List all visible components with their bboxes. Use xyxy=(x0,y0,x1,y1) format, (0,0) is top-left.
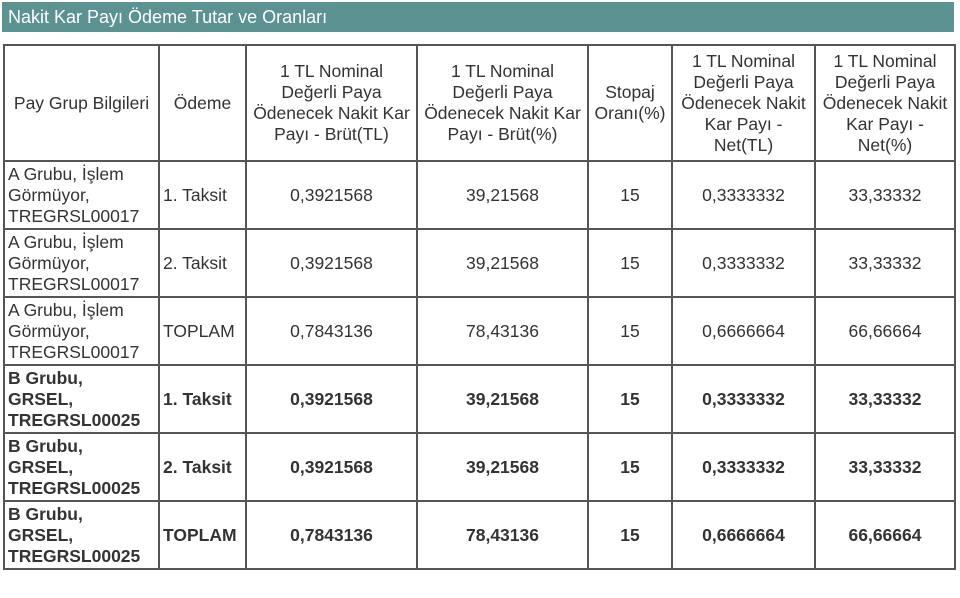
header-gross-pct: 1 TL Nominal Değerli Paya Ödenecek Nakit Kar Payı - Brüt(%) xyxy=(417,45,588,161)
group-cell xyxy=(4,501,159,569)
group-line: TREGRSL00025 xyxy=(8,477,141,498)
net-pct-cell: 66,66664 xyxy=(815,501,955,569)
net-pct-cell: 33,33332 xyxy=(815,433,955,501)
header-net-pct: 1 TL Nominal Değerli Paya Ödenecek Nakit Kar Payı - Net(%) xyxy=(815,45,955,161)
group-line: GRSEL, xyxy=(8,388,74,409)
table-row xyxy=(4,297,955,365)
group-line: A Grubu, İşlem xyxy=(8,163,124,184)
net-pct-cell: 33,33332 xyxy=(815,365,955,433)
withholding-cell: 15 xyxy=(588,229,672,297)
group-cell xyxy=(4,297,159,365)
gross-tl-cell: 0,3921568 xyxy=(246,161,417,229)
group-line: GRSEL, xyxy=(8,456,74,477)
net-pct-cell: 33,33332 xyxy=(815,161,955,229)
table-header-row xyxy=(4,45,955,161)
net-tl-cell: 0,6666664 xyxy=(672,297,815,365)
net-tl-cell: 0,3333332 xyxy=(672,365,815,433)
payment-cell: 1. Taksit xyxy=(159,161,246,229)
net-tl-cell: 0,3333332 xyxy=(672,229,815,297)
gross-pct-cell: 39,21568 xyxy=(417,161,588,229)
table-row xyxy=(4,501,955,569)
section-title: Nakit Kar Payı Ödeme Tutar ve Oranları xyxy=(2,2,954,32)
header-payment: Ödeme xyxy=(159,45,246,161)
group-line: A Grubu, İşlem xyxy=(8,231,124,252)
net-tl-cell: 0,3333332 xyxy=(672,161,815,229)
gross-pct-cell: 78,43136 xyxy=(417,501,588,569)
group-line: Görmüyor, xyxy=(8,252,90,273)
header-group-info: Pay Grup Bilgileri xyxy=(4,45,159,161)
table-row xyxy=(4,433,955,501)
withholding-cell: 15 xyxy=(588,365,672,433)
gross-pct-cell: 39,21568 xyxy=(417,365,588,433)
group-line: TREGRSL00025 xyxy=(8,409,141,430)
group-line: TREGRSL00017 xyxy=(8,341,140,362)
gross-tl-cell: 0,3921568 xyxy=(246,365,417,433)
table-row xyxy=(4,161,955,229)
header-net-tl: 1 TL Nominal Değerli Paya Ödenecek Nakit Kar Payı - Net(TL) xyxy=(672,45,815,161)
table-row xyxy=(4,229,955,297)
group-line: TREGRSL00025 xyxy=(8,545,141,566)
group-line: Görmüyor, xyxy=(8,184,90,205)
gross-pct-cell: 78,43136 xyxy=(417,297,588,365)
payment-cell: TOPLAM xyxy=(159,501,246,569)
gross-tl-cell: 0,3921568 xyxy=(246,229,417,297)
gross-tl-cell: 0,3921568 xyxy=(246,433,417,501)
gross-tl-cell: 0,7843136 xyxy=(246,297,417,365)
group-line: TREGRSL00017 xyxy=(8,205,140,226)
header-withholding-rate: Stopaj Oranı(%) xyxy=(588,45,672,161)
withholding-cell: 15 xyxy=(588,297,672,365)
payment-cell: 2. Taksit xyxy=(159,433,246,501)
net-pct-cell: 66,66664 xyxy=(815,297,955,365)
payment-cell: TOPLAM xyxy=(159,297,246,365)
group-line: B Grubu, xyxy=(8,503,83,524)
group-line: A Grubu, İşlem xyxy=(8,299,124,320)
gross-pct-cell: 39,21568 xyxy=(417,229,588,297)
group-line: B Grubu, xyxy=(8,367,83,388)
withholding-cell: 15 xyxy=(588,433,672,501)
net-tl-cell: 0,3333332 xyxy=(672,433,815,501)
group-cell xyxy=(4,229,159,297)
group-line: B Grubu, xyxy=(8,435,83,456)
net-pct-cell: 33,33332 xyxy=(815,229,955,297)
group-cell xyxy=(4,161,159,229)
group-line: Görmüyor, xyxy=(8,320,90,341)
group-line: GRSEL, xyxy=(8,524,74,545)
withholding-cell: 15 xyxy=(588,161,672,229)
group-cell xyxy=(4,433,159,501)
net-tl-cell: 0,6666664 xyxy=(672,501,815,569)
group-line: TREGRSL00017 xyxy=(8,273,140,294)
payment-cell: 2. Taksit xyxy=(159,229,246,297)
withholding-cell: 15 xyxy=(588,501,672,569)
gross-tl-cell: 0,7843136 xyxy=(246,501,417,569)
dividend-table xyxy=(3,44,956,570)
table-row xyxy=(4,365,955,433)
header-gross-tl: 1 TL Nominal Değerli Paya Ödenecek Nakit Kar Payı - Brüt(TL) xyxy=(246,45,417,161)
gross-pct-cell: 39,21568 xyxy=(417,433,588,501)
payment-cell: 1. Taksit xyxy=(159,365,246,433)
group-cell xyxy=(4,365,159,433)
